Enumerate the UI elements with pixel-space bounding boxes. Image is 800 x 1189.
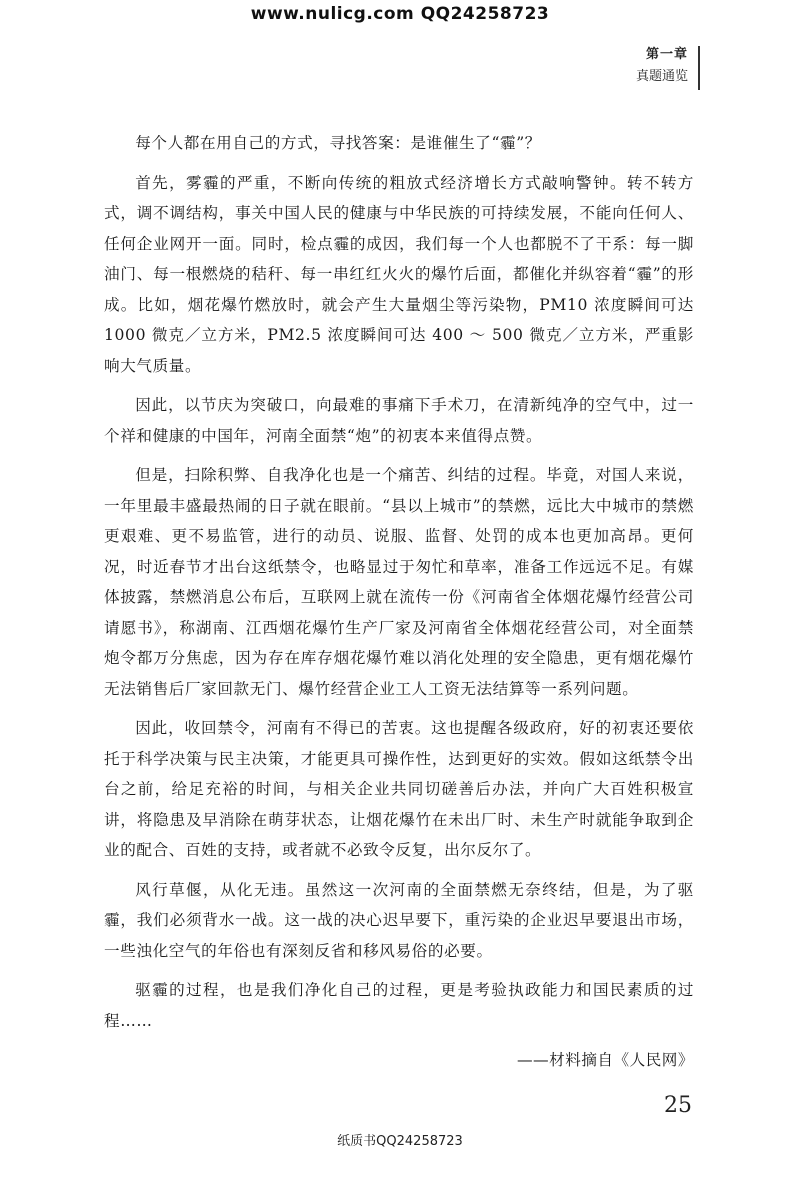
article-body <box>104 128 694 1075</box>
section-label: 真题通览 <box>635 69 688 84</box>
source-attribution: ——材料摘自《人民网》 <box>516 1051 694 1069</box>
top-watermark: www.nulicg.com QQ24258723 <box>250 4 550 24</box>
paragraph-2: 首先，雾霾的严重，不断向传统的粗放式经济增长方式敲响警钟。转不转方式，调不调结构，事关中国人民的健康与中华民族的可持续发展，不能向任何人、任何企业网开一面。同时，检点霾的成因，我们每一个人也都脱不了干系：每一脚油门、每一根燃烧的秸秆、每一串红红火火的爆竹后面，都催化并纵容着“霾”的形成。比如，烟花爆竹燃放时，就会产生大量烟尘等污染物，PM10 浓度瞬间可达 1000 微克／立方米，PM2.5 浓度瞬间可达 400 ～ 500 微克／立方米，严重影响大气质量。 <box>104 173 694 375</box>
paragraph-6: 风行草偃，从化无违。虽然这一次河南的全面禁燃无奈终结，但是，为了驱霾，我们必须背水一战。这一战的决心迟早要下，重污染的企业迟早要退出市场，一些浊化空气的年俗也有深刻反省和移风易俗的必要。 <box>104 880 694 960</box>
chapter-label: 第一章 <box>645 47 688 62</box>
paragraph-4: 但是，扫除积弊、自我净化也是一个痛苦、纠结的过程。毕竟，对国人来说，一年里最丰盛最热闹的日子就在眼前。“县以上城市”的禁燃，远比大中城市的禁燃更艰难、更不易监管，进行的动员、说服、监督、处罚的成本也更加高昂。更何况，时近春节才出台这纸禁令，也略显过于匆忙和草率，准备工作远远不足。有媒体披露，禁燃消息公布后，互联网上就在流传一份《河南省全体烟花爆竹经营公司请愿书》，称湖南、江西烟花爆竹生产厂家及河南省全体烟花经营公司，对全面禁炮令都万分焦虑，因为存在库存烟花爆竹难以消化处理的安全隐患，更有烟花爆竹无法销售后厂家回款无门、爆竹经营企业工人工资无法结算等一系列问题。 <box>104 466 694 698</box>
page-number: 25 <box>664 1093 692 1118</box>
paragraph-7: 驱霾的过程，也是我们净化自己的过程，更是考验执政能力和国民素质的过程…… <box>104 981 694 1030</box>
running-head <box>636 44 688 88</box>
paragraph-3: 因此，以节庆为突破口，向最难的事痛下手术刀，在清新纯净的空气中，过一个祥和健康的中国年，河南全面禁“炮”的初衷本来值得点赞。 <box>104 396 694 445</box>
paragraph-5: 因此，收回禁令，河南有不得已的苦衷。这也提醒各级政府，好的初衷还要依托于科学决策与民主决策，才能更具可操作性，达到更好的实效。假如这纸禁令出台之前，给足充裕的时间，与相关企业共同切磋善后办法，并向广大百姓积极宣讲，将隐患及早消除在萌芽状态，让烟花爆竹在未出厂时、未生产时就能争取到企业的配合、百姓的支持，或者就不必致令反复，出尔反尔了。 <box>104 719 694 859</box>
paragraph-1: 每个人都在用自己的方式，寻找答案：是谁催生了“霾”？ <box>135 134 541 152</box>
running-head-rule <box>698 46 700 90</box>
bottom-watermark: 纸质书QQ24258723 <box>337 1134 463 1149</box>
